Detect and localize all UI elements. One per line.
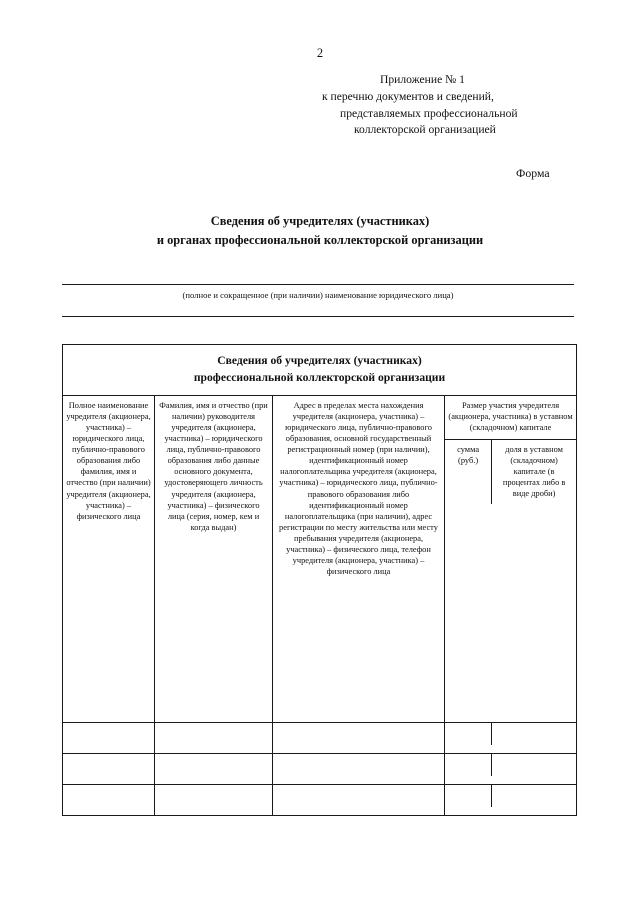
participation-spacer (445, 504, 576, 722)
founders-table-wrapper (62, 344, 576, 816)
cell-participation-split (445, 723, 576, 745)
table-row[interactable] (63, 784, 577, 815)
cell-address-inn[interactable] (273, 722, 445, 753)
cell-director-name[interactable] (155, 722, 273, 753)
cell-participation-split (445, 754, 576, 776)
cell-share[interactable] (492, 723, 576, 745)
cell-director-name[interactable] (155, 784, 273, 815)
table-title-line-2: профессиональной коллекторской организации (193, 371, 446, 385)
cell-sum[interactable] (445, 723, 492, 745)
appendix-line-4: коллекторской организацией (354, 123, 496, 137)
cell-sum[interactable] (445, 785, 492, 807)
form-label: Форма (516, 166, 550, 180)
table-row[interactable] (63, 722, 577, 753)
appendix-number: Приложение № 1 (380, 73, 465, 86)
table-title-row (63, 345, 577, 396)
column-header-sum: сумма (руб.) (445, 440, 492, 503)
cell-sum[interactable] (445, 754, 492, 776)
column-header-participation-title: Размер участия учредителя (акционера, участника) в уставном (складочном) капитале (445, 396, 576, 440)
column-header-address-inn: Адрес в пределах места нахождения учредителя (акционера, участника) – юридического лица, публично-правового образования, основной государственный регистрационный номер (при наличии), идентификационный номер налогоплательщика учредителя (акционера, участника) – юридического лица, публично-правового образования либо идентификационный номер налогоплательщика (при наличии), адрес регистрации по месту жительства или месту пребывания учредителя (акционера, участника) – физического лица, телефон учредителя (акционера, участника) – физического лица (273, 395, 445, 722)
column-header-share: доля в уставном (складочном) капитале (в процентах либо в виде дроби) (502, 445, 566, 499)
legal-entity-name-caption: (полное и сокращенное (при наличии) наименование юридического лица) (182, 290, 454, 300)
cell-address-inn[interactable] (273, 784, 445, 815)
cell-participation[interactable] (445, 784, 577, 815)
column-header-participation-subrow (445, 440, 576, 503)
cell-share[interactable] (492, 754, 576, 776)
divider-bottom (62, 316, 574, 317)
page-title-line-1: Сведения об учредителях (участниках) (210, 214, 430, 228)
page-title (60, 212, 580, 250)
cell-address-inn[interactable] (273, 753, 445, 784)
column-header-full-name: Полное наименование учредителя (акционера, участника) – юридического лица, публично-правового образования либо фамилия, имя и отчество (при наличии) учредителя (акционера, участника) – физического лица (63, 395, 155, 722)
cell-director-name[interactable] (155, 753, 273, 784)
table-title-line-1: Сведения об учредителях (участниках) (217, 354, 422, 367)
page-title-line-2: и органах профессиональной коллекторской организации (156, 233, 484, 248)
cell-share[interactable] (492, 785, 576, 807)
cell-full-name[interactable] (63, 753, 155, 784)
cell-participation[interactable] (445, 722, 577, 753)
cell-participation[interactable] (445, 753, 577, 784)
table-row[interactable] (63, 753, 577, 784)
column-header-director-name: Фамилия, имя и отчество (при наличии) руководителя учредителя (акционера, участника) – юридического лица, публично-правового образования либо данные основного документа, удостоверяющего личность учредителя (акционера, участника) – физического лица (серия, номер, кем и когда выдан) (155, 395, 273, 722)
appendix-header (318, 72, 570, 139)
column-header-participation (445, 395, 577, 722)
page-number: 2 (316, 46, 324, 60)
cell-participation-split (445, 785, 576, 807)
appendix-line-3: представляемых профессиональной (340, 106, 518, 120)
appendix-line-2: к перечню документов и сведений, (322, 89, 494, 103)
cell-full-name[interactable] (63, 722, 155, 753)
founders-table (62, 344, 577, 816)
table-title (63, 345, 577, 396)
table-header-row (63, 395, 577, 722)
divider-top (62, 284, 574, 285)
cell-full-name[interactable] (63, 784, 155, 815)
